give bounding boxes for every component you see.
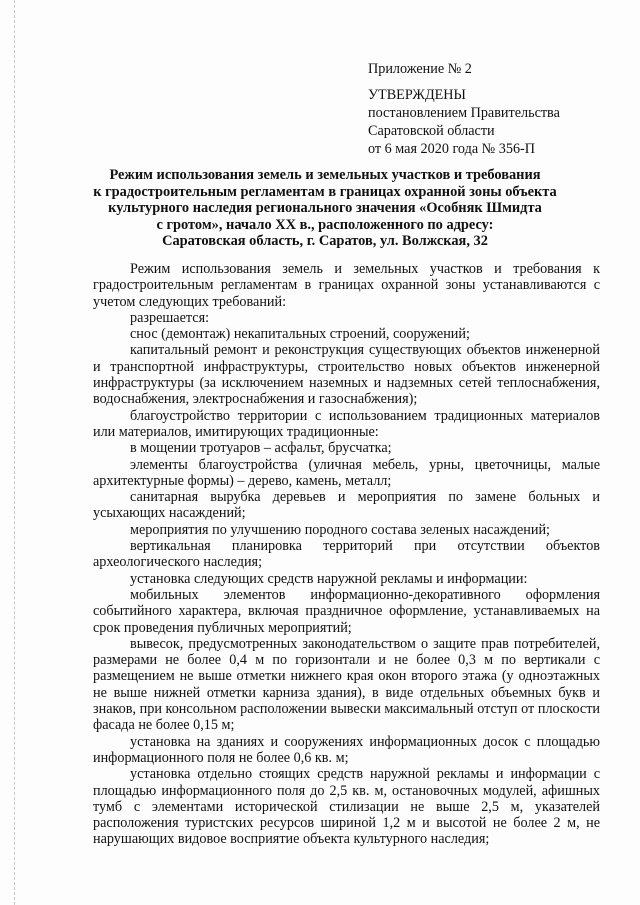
title-line-2: к градостроительным регламентам в границах охранной зоны объекта xyxy=(93,183,557,200)
paragraph-allowed-heading: разрешается: xyxy=(130,309,210,326)
paragraph-item: установка следующих средств наружной рекламы и информации: xyxy=(130,570,528,587)
paragraph-item: элементы благоустройства (уличная мебель, урны, цветочницы, малые архитектурные формы) – дерево, камень, металл; xyxy=(93,456,600,489)
approved-by-line-3: от 6 мая 2020 года № 356-П xyxy=(368,141,536,157)
document-body xyxy=(93,261,600,848)
title-line-1: Режим использования земель и земельных участков и требования xyxy=(109,167,541,183)
approved-by-line-2: Саратовской области xyxy=(368,123,495,139)
paragraph-item: благоустройство территории с использованием традиционных материалов или материалов, имитирующих традиционные: xyxy=(93,407,600,440)
paragraph-item: капитальный ремонт и реконструкция существующих объектов инженерной и транспортной инфраструктуры, строительство новых объектов инженерной инфраструктуры (за исключением наземных и надземных сетей теплоснабжения, водоснабжения, электроснабжения и газоснабжения); xyxy=(93,342,600,408)
title-line-4: с гротом», начало XX в., расположенного по адресу: xyxy=(156,216,494,233)
approved-by-line-1: постановлением Правительства xyxy=(368,105,560,121)
appendix-number: Приложение № 2 xyxy=(368,61,472,77)
document-title xyxy=(90,167,560,250)
paragraph-item: снос (демонтаж) некапитальных строений, сооружений; xyxy=(130,326,470,343)
paragraph-intro: Режим использования земель и земельных участков и требования к градостроительным регламентам в границах охранной зоны устанавливаются с учетом следующих требований: xyxy=(93,261,600,310)
approval-header xyxy=(368,60,618,158)
paragraph-item: установка отдельно стоящих средств наружной рекламы и информации с площадью информационного поля до 2,5 кв. м, остановочных модулей, афишных тумб с элементами исторической стилизации не выше 2,5 м, указателей расположения туристских ресурсов шириной 1,2 м и высотой не более 2 м, не нарушающих видовое восприятие объекта культурного наследия; xyxy=(93,766,600,848)
title-line-3: культурного наследия регионального значения «Особняк Шмидта xyxy=(108,200,542,217)
title-line-5: Саратовская область, г. Саратов, ул. Волжская, 32 xyxy=(162,233,488,250)
approved-label: УТВЕРЖДЕНЫ xyxy=(368,87,466,103)
binding-margin-line xyxy=(14,0,15,905)
paragraph-item: вертикальная планировка территорий при отсутствии объектов археологического наследия; xyxy=(93,538,600,571)
paragraph-item: в мощении тротуаров – асфальт, брусчатка; xyxy=(130,440,392,457)
paragraph-item: санитарная вырубка деревьев и мероприятия по замене больных и усыхающих насаждений; xyxy=(93,489,600,522)
paragraph-item: вывесок, предусмотренных законодательством о защите прав потребителей, размерами не более 0,4 м по горизонтали и не более 0,3 м по вертикали с размещением не выше отметки нижнего края окон второго этажа (у одноэтажных не выше нижней отметки карниза здания), в виде отдельных объемных букв и знаков, при консольном расположении вывески максимальный отступ от плоскости фасада не более 0,15 м; xyxy=(93,635,600,734)
paragraph-item: установка на зданиях и сооружениях информационных досок с площадью информационного поля не более 0,6 кв. м; xyxy=(93,733,600,766)
paragraph-item: мероприятия по улучшению породного состава зеленых насаждений; xyxy=(130,521,550,538)
paragraph-item: мобильных элементов информационно-декоративного оформления событийного характера, включая праздничное оформление, устанавливаемых на срок проведения публичных мероприятий; xyxy=(93,586,600,636)
